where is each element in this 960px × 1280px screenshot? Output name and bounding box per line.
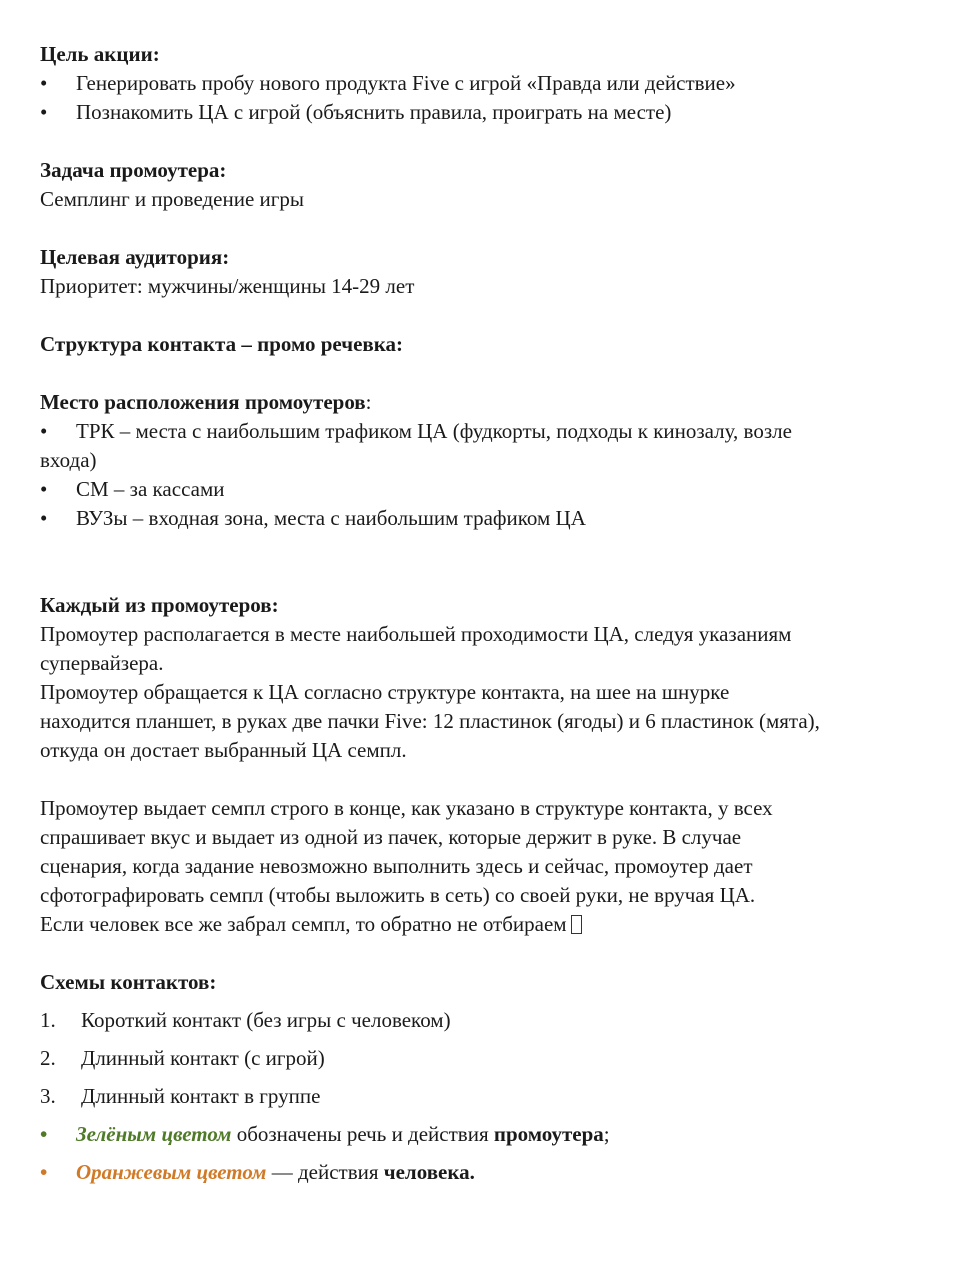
location-heading-line — [40, 388, 930, 417]
schemes-heading: Схемы контактов: — [40, 970, 217, 994]
location-item-1-continued: входа) — [40, 448, 97, 472]
paragraph-last-line — [40, 910, 930, 939]
legend-orange-label: Оранжевым цветом — [76, 1160, 267, 1184]
scheme-item-3 — [40, 1082, 930, 1111]
legend-green-text: обозначены речь и действия — [231, 1122, 494, 1146]
legend-orange-item — [40, 1158, 930, 1187]
scheme-text: Короткий контакт (без игры с человеком) — [81, 1008, 451, 1032]
scheme-item-2 — [40, 1044, 930, 1073]
scheme-item-1 — [40, 1006, 930, 1035]
location-section — [40, 388, 930, 533]
legend-orange-bold: человека. — [383, 1160, 475, 1184]
task-heading: Задача промоутера: — [40, 158, 227, 182]
paragraph-line: Промоутер располагается в месте наибольшей проходимости ЦА, следуя указаниям — [40, 622, 792, 646]
structure-heading: Структура контакта – промо речевка: — [40, 332, 404, 356]
each-section — [40, 591, 930, 939]
location-item-text: ТРК – места с наибольшим трафиком ЦА (фудкорты, подходы к кинозалу, возле — [76, 419, 792, 443]
paragraph-line: супервайзера. — [40, 651, 164, 675]
location-heading-colon: : — [365, 390, 372, 414]
location-item-2 — [40, 475, 930, 504]
bullet-icon: • — [40, 477, 48, 501]
legend-green-label: Зелёным цветом — [76, 1122, 232, 1146]
task-text: Семплинг и проведение игры — [40, 187, 305, 211]
schemes-section — [40, 968, 930, 1187]
goal-section — [40, 40, 930, 127]
scheme-number: 3. — [40, 1084, 56, 1108]
legend-orange-text: — действия — [266, 1160, 384, 1184]
orange-bullet-icon: • — [40, 1160, 48, 1184]
legend-green-end: ; — [603, 1122, 610, 1146]
goal-item-text: Генерировать пробу нового продукта Five с игрой «Правда или действие» — [76, 71, 736, 95]
bullet-icon: • — [40, 71, 48, 95]
goal-item-text: Познакомить ЦА с игрой (объяснить правила, проиграть на месте) — [76, 100, 672, 124]
bullet-icon: • — [40, 419, 48, 443]
structure-section — [40, 330, 930, 359]
audience-heading: Целевая аудитория: — [40, 245, 230, 269]
paragraph-line: Промоутер обращается к ЦА согласно структуре контакта, на шее на шнурке — [40, 680, 730, 704]
audience-text: Приоритет: мужчины/женщины 14-29 лет — [40, 274, 415, 298]
goal-item-1 — [40, 69, 930, 98]
legend-green-bold: промоутера — [493, 1122, 604, 1146]
goal-item-2 — [40, 98, 930, 127]
location-item-text: ВУЗы – входная зона, места с наибольшим трафиком ЦА — [76, 506, 586, 530]
scheme-text: Длинный контакт в группе — [81, 1084, 321, 1108]
paragraph-line: находится планшет, в руках две пачки Five: 12 пластинок (ягоды) и 6 пластинок (мята), — [40, 709, 820, 733]
location-item-text: СМ – за кассами — [76, 477, 225, 501]
legend-green-item — [40, 1120, 930, 1149]
audience-section — [40, 243, 930, 301]
green-bullet-icon: • — [40, 1122, 48, 1146]
paragraph-line: сценария, когда задание невозможно выполнить здесь и сейчас, промоутер дает — [40, 854, 753, 878]
paragraph-line: спрашивает вкус и выдает из одной из пачек, которые держит в руке. В случае — [40, 825, 742, 849]
location-heading: Место расположения промоутеров — [40, 390, 366, 414]
scheme-text: Длинный контакт (с игрой) — [81, 1046, 325, 1070]
scheme-number: 1. — [40, 1008, 56, 1032]
paragraph-line: сфотографировать семпл (чтобы выложить в сеть) со своей руки, не вручая ЦА. — [40, 883, 756, 907]
paragraph-last-text: Если человек все же забрал семпл, то обратно не отбираем — [40, 912, 567, 936]
location-item-3 — [40, 504, 930, 533]
each-heading: Каждый из промоутеров: — [40, 593, 279, 617]
task-section — [40, 156, 930, 214]
goal-heading: Цель акции: — [40, 42, 160, 66]
bullet-icon: • — [40, 506, 48, 530]
paragraph-line: Промоутер выдает семпл строго в конце, как указано в структуре контакта, у всех — [40, 796, 773, 820]
missing-glyph-icon — [571, 915, 582, 934]
location-item-1 — [40, 417, 930, 446]
bullet-icon: • — [40, 100, 48, 124]
scheme-number: 2. — [40, 1046, 56, 1070]
paragraph-line: откуда он достает выбранный ЦА семпл. — [40, 738, 407, 762]
